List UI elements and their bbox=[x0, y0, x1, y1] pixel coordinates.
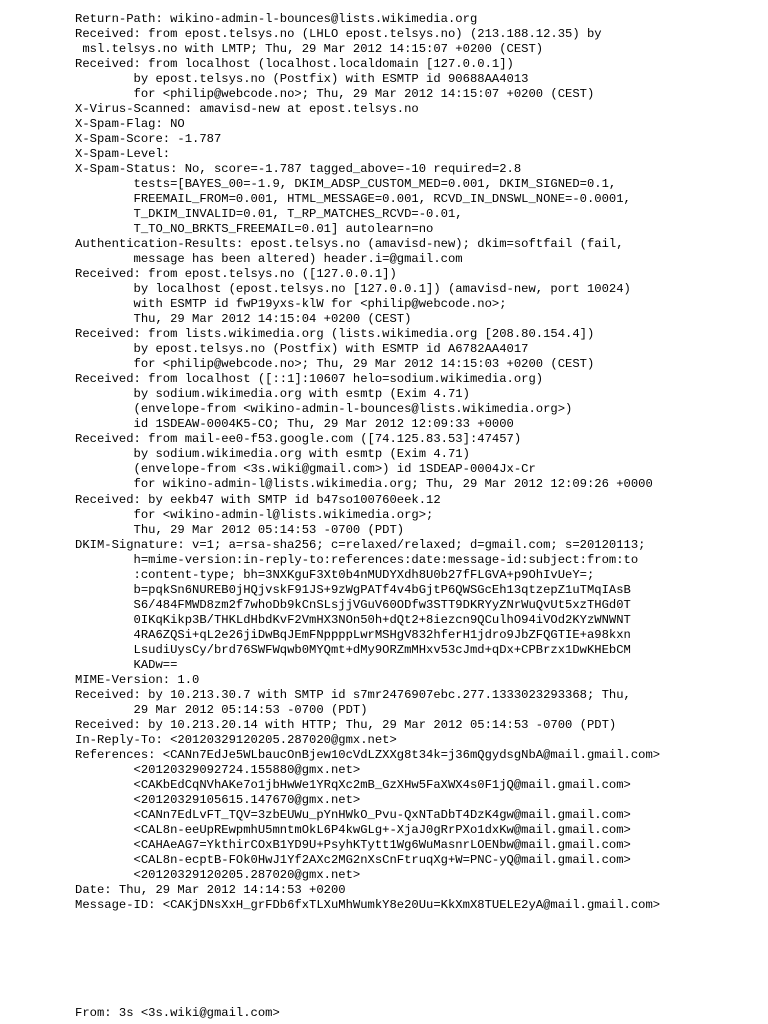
header-line: X-Spam-Status: No, score=-1.787 tagged_above=-10 required=2.8 bbox=[75, 162, 522, 177]
header-line: Received: from epost.telsys.no ([127.0.0.1]) bbox=[75, 267, 397, 282]
header-line: Received: by 10.213.20.14 with HTTP; Thu, 29 Mar 2012 05:14:53 -0700 (PDT) bbox=[75, 717, 617, 732]
header-line: X-Spam-Level: bbox=[75, 147, 171, 162]
header-line: Received: from mail-ee0-f53.google.com ([74.125.83.53]:47457) bbox=[75, 432, 522, 447]
header-line: KADw== bbox=[75, 657, 178, 672]
header-line: Received: from localhost (localhost.localdomain [127.0.0.1]) bbox=[75, 57, 514, 72]
header-line: by epost.telsys.no (Postfix) with ESMTP id 90688AA4013 bbox=[75, 72, 529, 87]
header-line: MIME-Version: 1.0 bbox=[75, 672, 200, 687]
from-line: From: 3s <3s.wiki@gmail.com> bbox=[75, 1006, 280, 1020]
header-line: <CAHAeAG7=YkthirCOxB1YD9U+PsyhKTytt1Wg6WuMasnrLOENbw@mail.gmail.com> bbox=[75, 837, 631, 852]
header-line: msl.telsys.no with LMTP; Thu, 29 Mar 2012 14:15:07 +0200 (CEST) bbox=[75, 42, 544, 57]
header-line: (envelope-from <wikino-admin-l-bounces@lists.wikimedia.org>) bbox=[75, 402, 573, 417]
header-line: 0IKqKikp3B/THKLdHbdKvF2VmHX3NOn50h+dQt2+8iezcn9QCulhO94iVOd2KYzWNWNT bbox=[75, 612, 631, 627]
header-line: for <philip@webcode.no>; Thu, 29 Mar 2012 14:15:07 +0200 (CEST) bbox=[75, 87, 595, 102]
header-line: <CAL8n-eeUpREwpmhU5mntmOkL6P4kwGLg+-XjaJ0gRrPXo1dxKw@mail.gmail.com> bbox=[75, 822, 631, 837]
header-line: :content-type; bh=3NXKguF3Xt0b4nMUDYXdh8U0b27fFLGVA+p9OhIvUeY=; bbox=[75, 567, 595, 582]
header-line: Received: from lists.wikimedia.org (lists.wikimedia.org [208.80.154.4]) bbox=[75, 327, 595, 342]
header-line: LsudiUysCy/brd76SWFWqwb0MYQmt+dMy9ORZmMHxv53cJmd+qDx+CPBrzx1DwKHEbCM bbox=[75, 642, 631, 657]
header-line: Authentication-Results: epost.telsys.no (amavisd-new); dkim=softfail (fail, bbox=[75, 237, 624, 252]
header-block bbox=[75, 12, 765, 913]
header-line: for <wikino-admin-l@lists.wikimedia.org>; bbox=[75, 507, 434, 522]
header-line: with ESMTP id fwP19yxs-klW for <philip@webcode.no>; bbox=[75, 297, 507, 312]
header-line: 29 Mar 2012 05:14:53 -0700 (PDT) bbox=[75, 702, 368, 717]
header-line: message has been altered) header.i=@gmail.com bbox=[75, 252, 463, 267]
header-line: <20120329105615.147670@gmx.net> bbox=[75, 792, 361, 807]
header-line: <CANn7EdLvFT_TQV=3zbEUWu_pYnHWkO_Pvu-QxNTaDbT4DzK4gw@mail.gmail.com> bbox=[75, 807, 631, 822]
header-line: X-Spam-Flag: NO bbox=[75, 117, 185, 132]
header-line: 4RA6ZQSi+qL2e26jiDwBqJEmFNppppLwrMSHgV832hferH1jdro9JbZFQGTIE+a98kxn bbox=[75, 627, 631, 642]
header-line: by sodium.wikimedia.org with esmtp (Exim 4.71) bbox=[75, 447, 470, 462]
header-line: <CAL8n-ecptB-FOk0HwJ1Yf2AXc2MG2nXsCnFtruqXg+W=PNC-yQ@mail.gmail.com> bbox=[75, 852, 631, 867]
header-line: Thu, 29 Mar 2012 14:15:04 +0200 (CEST) bbox=[75, 312, 412, 327]
header-line: Received: from localhost ([::1]:10607 helo=sodium.wikimedia.org) bbox=[75, 372, 544, 387]
header-line: Return-Path: wikino-admin-l-bounces@lists.wikimedia.org bbox=[75, 12, 478, 26]
header-line: Message-ID: <CAKjDNsXxH_grFDb6fxTLXuMhWumkY8e20Uu=KkXmX8TUELE2yA@mail.gmail.com> bbox=[75, 897, 661, 912]
header-line: FREEMAIL_FROM=0.001, HTML_MESSAGE=0.001, RCVD_IN_DNSWL_NONE=-0.0001, bbox=[75, 192, 631, 207]
header-line: by sodium.wikimedia.org with esmtp (Exim 4.71) bbox=[75, 387, 470, 402]
header-line: T_TO_NO_BRKTS_FREEMAIL=0.01] autolearn=no bbox=[75, 222, 434, 237]
header-line: Received: by 10.213.30.7 with SMTP id s7mr2476907ebc.277.1333023293368; Thu, bbox=[75, 687, 631, 702]
header-line: Received: by eekb47 with SMTP id b47so100760eek.12 bbox=[75, 492, 441, 507]
header-line: id 1SDEAW-0004K5-CO; Thu, 29 Mar 2012 12:09:33 +0000 bbox=[75, 417, 514, 432]
header-line: <CAKbEdCqNVhAKe7o1jbHwWe1YRqXc2mB_GzXHw5FaXWX4s0F1jQ@mail.gmail.com> bbox=[75, 777, 631, 792]
header-line: <20120329092724.155880@gmx.net> bbox=[75, 762, 361, 777]
header-line: Thu, 29 Mar 2012 05:14:53 -0700 (PDT) bbox=[75, 522, 405, 537]
header-line: for <philip@webcode.no>; Thu, 29 Mar 2012 14:15:03 +0200 (CEST) bbox=[75, 357, 595, 372]
header-line: DKIM-Signature: v=1; a=rsa-sha256; c=relaxed/relaxed; d=gmail.com; s=20120113; bbox=[75, 537, 646, 552]
header-line: b=pqkSn6NUREB0jHQjvskF91JS+9zWgPATf4v4bGjtP6QWSGcEh13qtzepZ1uTMqIAsB bbox=[75, 582, 631, 597]
header-line: Date: Thu, 29 Mar 2012 14:14:53 +0200 bbox=[75, 882, 346, 897]
header-line: <20120329120205.287020@gmx.net> bbox=[75, 867, 361, 882]
header-line: (envelope-from <3s.wiki@gmail.com>) id 1SDEAP-0004Jx-Cr bbox=[75, 462, 536, 477]
header-line: In-Reply-To: <20120329120205.287020@gmx.net> bbox=[75, 732, 397, 747]
header-line: References: <CANn7EdJe5WLbaucOnBjew10cVdLZXXg8t34k=j36mQgydsgNbA@mail.gmail.com> bbox=[75, 747, 661, 762]
header-line: h=mime-version:in-reply-to:references:date:message-id:subject:from:to bbox=[75, 552, 639, 567]
header-line: by epost.telsys.no (Postfix) with ESMTP id A6782AA4017 bbox=[75, 342, 529, 357]
header-line: tests=[BAYES_00=-1.9, DKIM_ADSP_CUSTOM_MED=0.001, DKIM_SIGNED=0.1, bbox=[75, 177, 617, 192]
header-line: Received: from epost.telsys.no (LHLO epost.telsys.no) (213.188.12.35) by bbox=[75, 27, 602, 42]
header-line: X-Spam-Score: -1.787 bbox=[75, 132, 222, 147]
header-line: X-Virus-Scanned: amavisd-new at epost.telsys.no bbox=[75, 102, 419, 117]
header-line: for wikino-admin-l@lists.wikimedia.org; Thu, 29 Mar 2012 12:09:26 +0000 bbox=[75, 477, 653, 492]
header-line: by localhost (epost.telsys.no [127.0.0.1]) (amavisd-new, port 10024) bbox=[75, 282, 631, 297]
header-line: S6/484FMWD8zm2f7whoDb9kCnSLsjjVGuV60ODfw3STT9DKRYyZNrWuQvUt5xzTHGd0T bbox=[75, 597, 631, 612]
header-line: T_DKIM_INVALID=0.01, T_RP_MATCHES_RCVD=-0.01, bbox=[75, 207, 463, 222]
